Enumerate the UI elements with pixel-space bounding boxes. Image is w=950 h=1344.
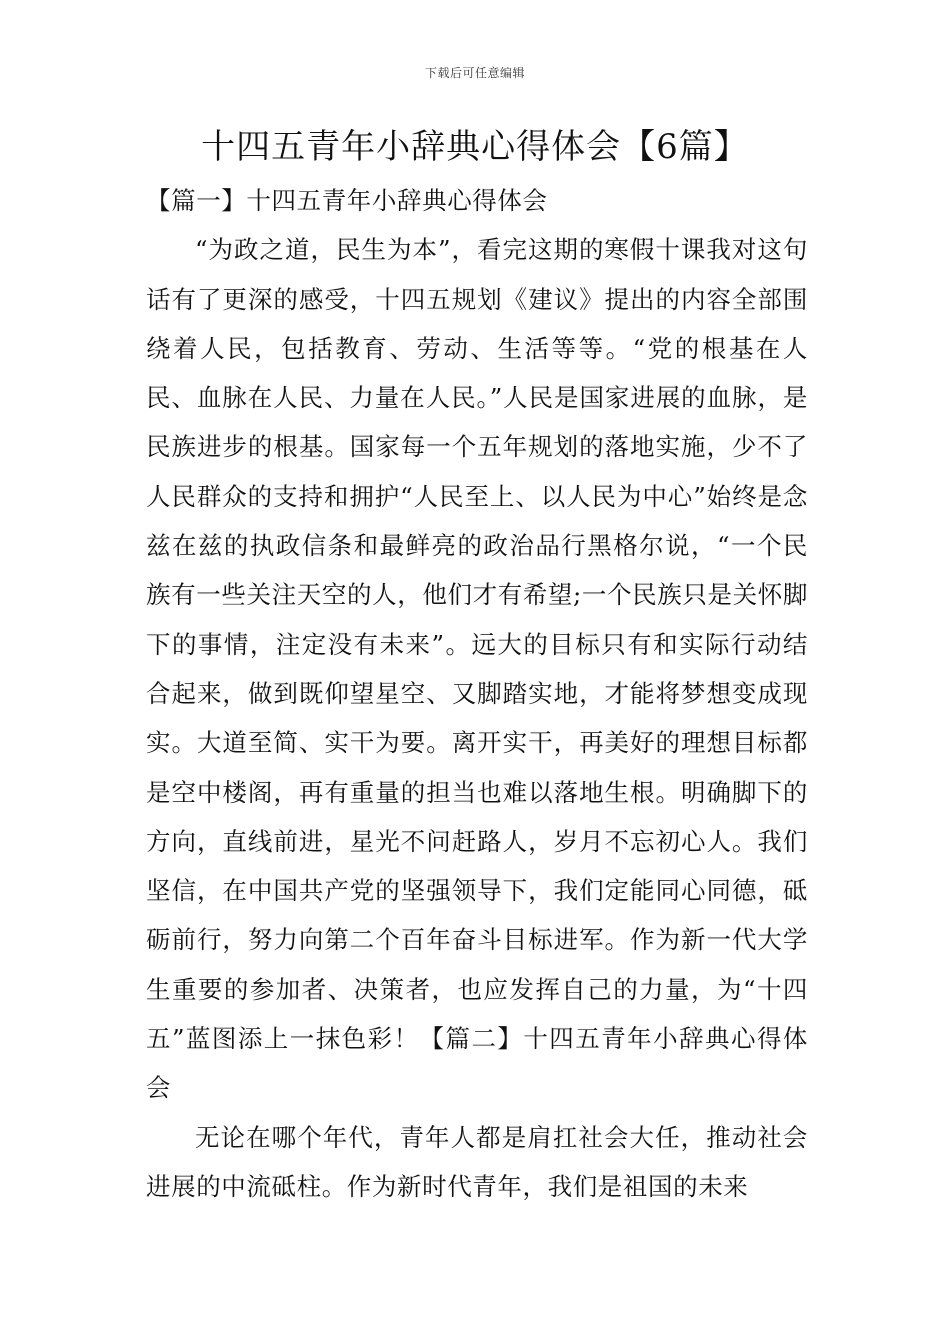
header-note: 下载后可任意编辑 (424, 66, 525, 80)
document-title: 十四五青年小辞典心得体会【6篇】 (201, 127, 749, 167)
body-paragraph: 无论在哪个年代，青年人都是肩扛社会大任，推动社会进展的中流砥柱。作为新时代青年，我们是祖国的未来 (146, 1122, 808, 1201)
section-heading: 【篇一】十四五青年小辞典心得体会 (146, 186, 548, 215)
body-paragraph: “为政之道，民生为本”，看完这期的寒假十课我对这句话有了更深的感受，十四五规划《建议》提出的内容全部围绕着人民，包括教育、劳动、生活等等。“党的根基在人民、血脉在人民、力量在人民。”人民是国家进展的血脉，是民族进步的根基。国家每一个五年规划的落地实施，少不了人民群众的支持和拥护“人民至上、以人民为中心”始终是念兹在兹的执政信条和最鲜亮的政治品行黑格尔说，“一个民族有一些关注天空的人，他们才有希望;一个民族只是关怀脚下的事情，注定没有未来”。远大的目标只有和实际行动结合起来，做到既仰望星空、又脚踏实地，才能将梦想变成现实。大道至简、实干为要。离开实干，再美好的理想目标都是空中楼阁，再有重量的担当也难以落地生根。明确脚下的方向，直线前进，星光不问赶路人，岁月不忘初心人。我们坚信，在中国共产党的坚强领导下，我们定能同心同德，砥砺前行，努力向第二个百年奋斗目标进军。作为新一代大学生重要的参加者、决策者，也应发挥自己的力量，为“十四五”蓝图添上一抹色彩！【篇二】十四五青年小辞典心得体会 (146, 235, 808, 1103)
document-body (146, 176, 808, 1211)
